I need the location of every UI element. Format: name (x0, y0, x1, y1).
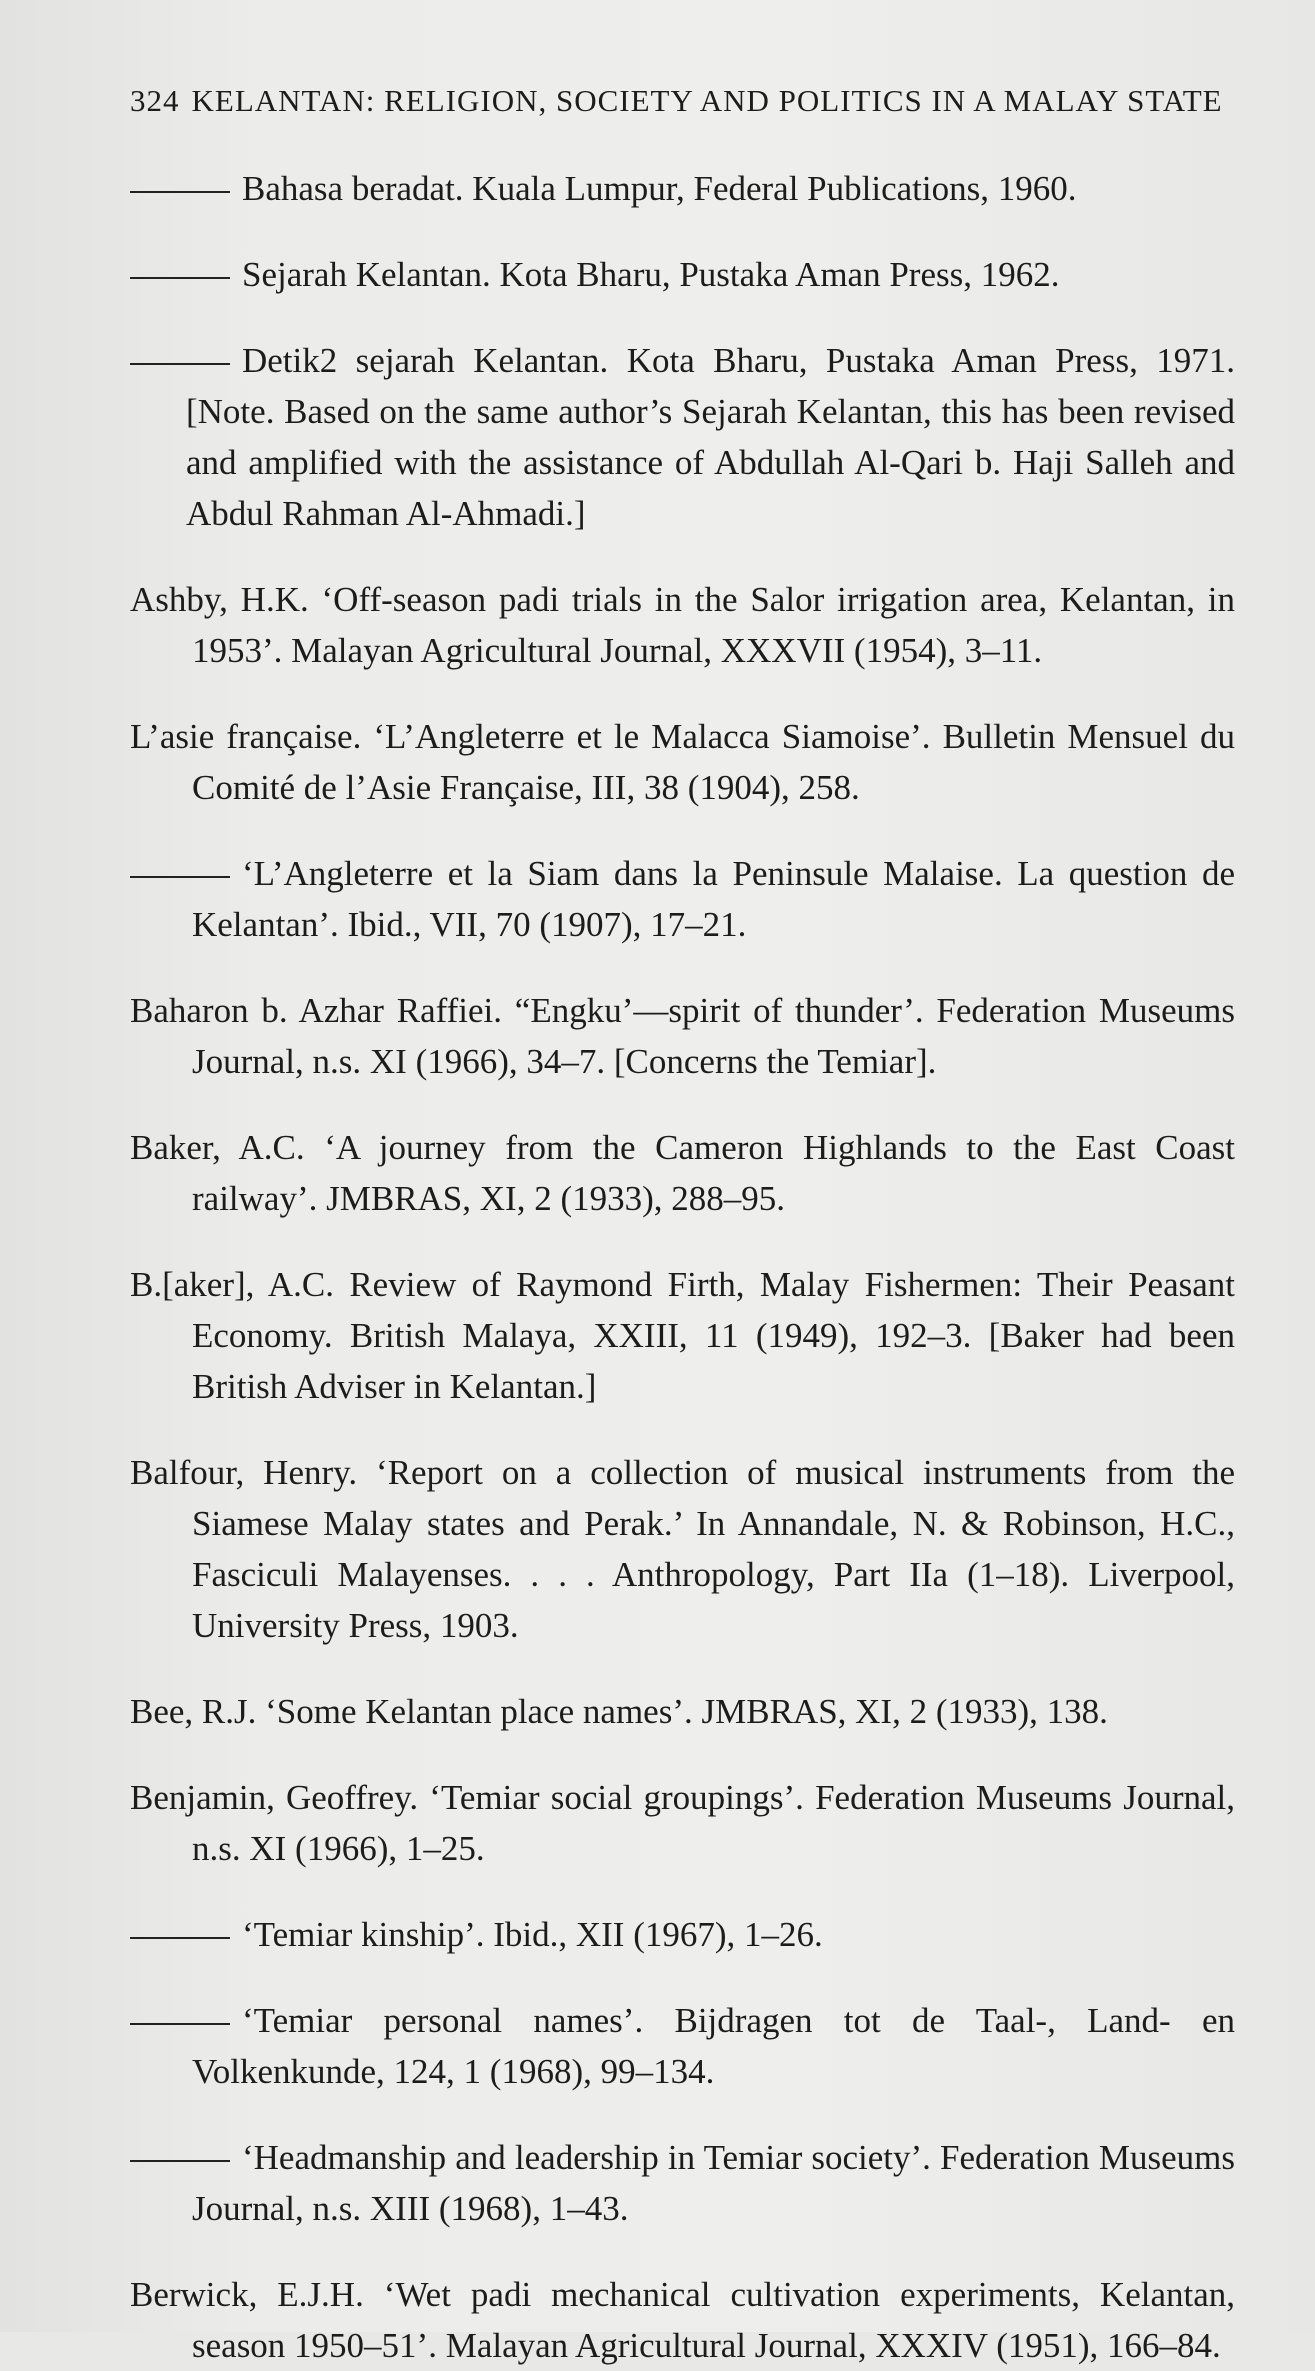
bibliography-entry: B.[aker], A.C. Review of Raymond Firth, Malay Fishermen: Their Peasant Economy. British Malaya, XXIII, 11 (1949), 192–3. [Baker had been British Adviser in Kelantan.] (130, 1265, 1235, 1406)
repeat-author-dash (130, 2023, 230, 2025)
bibliography-entry: Detik2 sejarah Kelantan. Kota Bharu, Pustaka Aman Press, 1971. [Note. Based on the same author’s Sejarah Kelantan, this has been revised and amplified with the assistance of Abdullah Al-Qari b. Haji Salleh and Abdul Rahman Al-Ahmadi.] (130, 335, 1235, 539)
bibliography-entry: Baharon b. Azhar Raffiei. “Engku’—spirit of thunder’. Federation Museums Journal, n.s. XI (1966), 34–7. [Concerns the Temiar]. (130, 991, 1235, 1081)
bibliography-entry: ‘Temiar kinship’. Ibid., XII (1967), 1–26. (130, 1909, 1235, 1960)
running-title: KELANTAN: RELIGION, SOCIETY AND POLITICS IN A MALAY STATE (191, 83, 1223, 118)
bibliography-entry: Berwick, E.J.H. ‘Wet padi mechanical cultivation experiments, Kelantan, season 1950–51’. Malayan Agricultural Journal, XXXIV (1951), 166–84. (130, 2275, 1235, 2365)
repeat-author-dash (130, 2160, 230, 2162)
bibliography-entry: L’asie française. ‘L’Angleterre et le Malacca Siamoise’. Bulletin Mensuel du Comité de l’Asie Française, III, 38 (1904), 258. (130, 717, 1235, 807)
bibliography-entry: Benjamin, Geoffrey. ‘Temiar social groupings’. Federation Museums Journal, n.s. XI (1966), 1–25. (130, 1778, 1235, 1868)
bibliography-entry: ‘L’Angleterre et la Siam dans la Peninsule Malaise. La question de Kelantan’. Ibid., VII, 70 (1907), 17–21. (130, 848, 1235, 950)
bibliography-entry: ‘Headmanship and leadership in Temiar society’. Federation Museums Journal, n.s. XIII (1968), 1–43. (130, 2132, 1235, 2234)
bibliography-entry: Ashby, H.K. ‘Off-season padi trials in the Salor irrigation area, Kelantan, in 1953’. Malayan Agricultural Journal, XXXVII (1954), 3–11. (130, 580, 1235, 670)
running-header (130, 78, 1235, 128)
bibliography-entry: ‘Temiar personal names’. Bijdragen tot de Taal-, Land- en Volkenkunde, 124, 1 (1968), 99–134. (130, 1995, 1235, 2097)
repeat-author-dash (130, 277, 230, 279)
bibliography-entry: Bahasa beradat. Kuala Lumpur, Federal Publications, 1960. (130, 163, 1235, 214)
repeat-author-dash (130, 876, 230, 878)
bibliography-entry: Baker, A.C. ‘A journey from the Cameron Highlands to the East Coast railway’. JMBRAS, XI, 2 (1933), 288–95. (130, 1128, 1235, 1218)
bibliography-entry: Bee, R.J. ‘Some Kelantan place names’. JMBRAS, XI, 2 (1933), 138. (130, 1692, 1108, 1731)
repeat-author-dash (130, 191, 230, 193)
bibliography-list (130, 163, 1235, 2371)
page-number: 324 (130, 83, 180, 118)
repeat-author-dash (130, 363, 230, 365)
bibliography-entry: Sejarah Kelantan. Kota Bharu, Pustaka Aman Press, 1962. (130, 249, 1235, 300)
bibliography-entry: Balfour, Henry. ‘Report on a collection of musical instruments from the Siamese Malay states and Perak.’ In Annandale, N. & Robinson, H.C., Fasciculi Malayenses. . . . Anthropology, Part IIa (1–18). Liverpool, University Press, 1903. (130, 1453, 1235, 1645)
repeat-author-dash (130, 1937, 230, 1939)
